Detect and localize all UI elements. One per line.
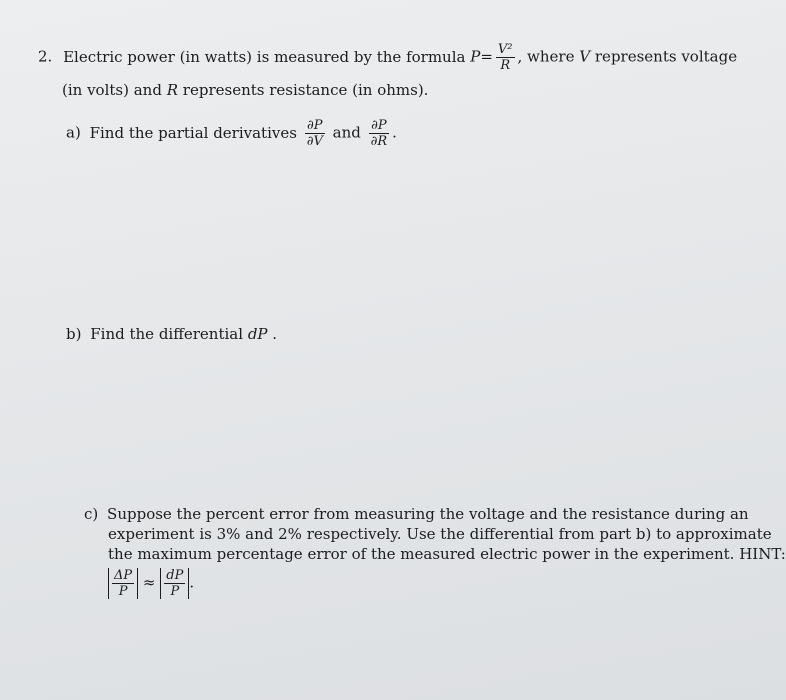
part-a-text: Find the partial derivatives <box>89 123 297 142</box>
formula-lhs: P <box>470 47 481 66</box>
part-c-text-2: experiment is 3% and 2% respectively. Use the differential from part b) to approximate <box>108 525 772 543</box>
part-a <box>66 118 397 149</box>
variable-r: R <box>166 81 179 99</box>
part-b-variable: dP <box>247 325 268 343</box>
question-line2-start: (in volts) and <box>62 81 162 99</box>
partial-dp-dv-numerator: ∂P <box>305 118 325 134</box>
partial-dp-dv-denominator: ∂V <box>306 134 323 149</box>
question-line-1: 2. Electric power (in watts) is measured by the formula P= $\frac{\text{V²}}{R}$ , where V represents voltage <box>38 42 738 73</box>
part-c-line-3 <box>108 544 786 564</box>
hint-end: . <box>189 573 195 592</box>
hint-delta-numerator: ΔP <box>114 568 133 583</box>
question-line2-end: represents resistance (in ohms). <box>182 81 429 99</box>
part-c-line-1 <box>84 504 749 524</box>
hint-differential-denominator: P <box>170 584 180 599</box>
part-c-text-1: Suppose the percent error from measuring the voltage and the resistance during an <box>107 505 749 523</box>
part-a-label: a) <box>66 123 81 142</box>
question-where: , where <box>517 47 575 66</box>
hint-delta-denominator: P <box>118 584 128 599</box>
hint-fraction-differential <box>164 568 185 599</box>
formula-denominator: R <box>500 58 511 73</box>
part-b-end: . <box>272 325 278 343</box>
partial-dp-dv <box>305 118 325 149</box>
partial-dp-dr <box>369 118 390 149</box>
part-c-line-2 <box>108 524 772 544</box>
variable-v: V <box>579 47 591 66</box>
hint-approx-symbol: ≈ <box>142 573 156 592</box>
partial-dp-dr-numerator: ∂P <box>369 118 390 134</box>
question-voltage-text: represents voltage <box>594 47 738 66</box>
formula-numerator: V² <box>497 42 513 57</box>
hint-differential-numerator: dP <box>166 568 184 583</box>
partial-dp-dr-denominator: ∂R <box>370 134 388 149</box>
part-b-label: b) <box>66 325 82 343</box>
part-c-label: c) <box>84 505 99 523</box>
part-a-end: . <box>392 123 397 142</box>
hint-fraction-delta <box>112 568 134 599</box>
hint-abs-delta <box>108 568 138 599</box>
hint-abs-differential <box>160 568 189 599</box>
part-c-text-3: the maximum percentage error of the measured electric power in the experiment. HINT: <box>108 545 786 563</box>
question-intro: Electric power (in watts) is measured by the formula <box>63 47 466 66</box>
formula-fraction <box>496 42 515 73</box>
part-b-text: Find the differential <box>90 325 244 343</box>
part-c-hint <box>108 568 194 599</box>
part-b <box>66 324 277 344</box>
question-line-2 <box>62 80 428 100</box>
question-number: 2. <box>38 47 53 66</box>
part-a-and: and <box>332 123 361 142</box>
